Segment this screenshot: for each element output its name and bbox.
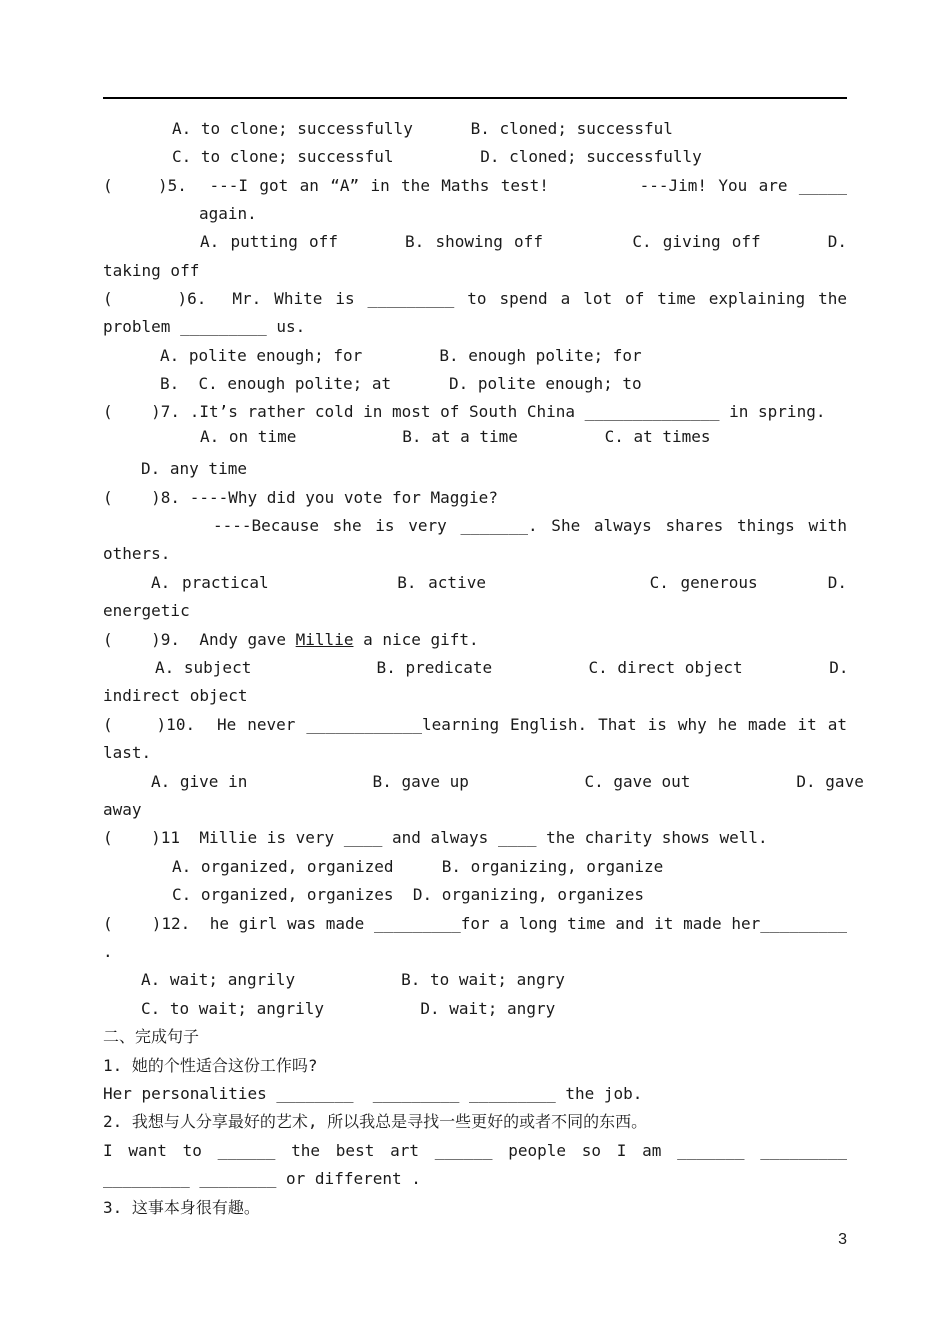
line-text: away (103, 800, 142, 819)
line-text: 二、完成句子 (103, 1027, 200, 1046)
sentence-prompt (103, 1109, 847, 1135)
line-text: A. organized, organized B. organizing, organize (172, 857, 664, 876)
line-text: C. to clone; successful D. cloned; successfully (172, 147, 702, 166)
text-line (103, 314, 847, 340)
text-line (103, 541, 847, 567)
line-text: ( )10. He never ____________learning English. That is why he made it at (103, 715, 847, 734)
section-heading (103, 1024, 847, 1050)
line-text: I want to ______ the best art ______ people so I am _______ _________ (103, 1141, 847, 1160)
line-text: ( )8. ----Why did you vote for Maggie? (103, 488, 498, 507)
options-line (160, 371, 847, 397)
options-line (155, 655, 847, 681)
line-text: again. (199, 204, 257, 223)
line-text: ( )5. ---I got an “A” in the Maths test! ---Jim! You are _____ (103, 176, 847, 195)
text-line (103, 683, 847, 709)
line-text: . (103, 942, 113, 961)
options-line (151, 769, 864, 795)
sentence-blank-line (103, 1081, 847, 1107)
question-line (103, 627, 847, 653)
line-text: A. putting off B. showing off C. giving off D. (200, 232, 847, 251)
line-text: C. organized, organizes D. organizing, organizes (172, 885, 645, 904)
line-text: A. polite enough; for B. enough polite; for (160, 346, 642, 365)
header-rule (103, 97, 847, 99)
underlined-word: Millie (295, 630, 354, 649)
line-text: ( )7. .It’s rather cold in most of South China ______________ in spring. (103, 402, 826, 421)
line-text: 3. 这事本身很有趣。 (103, 1198, 260, 1217)
sentence-prompt (103, 1053, 847, 1079)
sentence-blank-line (103, 1138, 847, 1164)
text-line (103, 740, 847, 766)
options-line (141, 996, 847, 1022)
question-line (103, 825, 847, 851)
line-text: A. subject B. predicate C. direct object D. (155, 658, 849, 677)
question-line (103, 485, 847, 511)
sentence-prompt (103, 1195, 847, 1221)
line-text-after: a nice gift. (353, 630, 479, 649)
line-text: _________ ________ or different . (103, 1169, 421, 1188)
line-text: others. (103, 544, 171, 563)
text-line (103, 939, 847, 965)
text-line (213, 513, 847, 539)
options-line (172, 882, 847, 908)
line-text: C. to wait; angrily D. wait; angry (141, 999, 556, 1018)
line-text: indirect object (103, 686, 248, 705)
line-text: last. (103, 743, 152, 762)
line-text: A. practical B. active C. generous D. (151, 573, 847, 592)
line-text: problem _________ us. (103, 317, 306, 336)
text-line (103, 797, 847, 823)
options-line (141, 456, 847, 482)
question-line (103, 173, 847, 199)
page-number: 3 (838, 1231, 847, 1248)
line-text: energetic (103, 601, 190, 620)
question-line (103, 286, 847, 312)
options-line (200, 229, 847, 255)
line-text: ( )12. he girl was made _________for a long time and it made her_________ (103, 914, 847, 933)
line-text: D. any time (141, 459, 247, 478)
line-text: 2. 我想与人分享最好的艺术, 所以我总是寻找一些更好的或者不同的东西。 (103, 1112, 648, 1131)
line-text: B. C. enough polite; at D. polite enough; to (160, 374, 642, 393)
text-line (103, 258, 847, 284)
line-text: Her personalities ________ _________ _________ the job. (103, 1084, 643, 1103)
options-line (172, 854, 847, 880)
line-text: taking off (103, 261, 200, 280)
sentence-blank-line (103, 1166, 847, 1192)
question-line (103, 712, 847, 738)
options-line (200, 424, 847, 450)
line-text: ( )9. Andy gave (103, 630, 296, 649)
line-text: ( )11 Millie is very ____ and always ____ the charity shows well. (103, 828, 768, 847)
text-line (172, 116, 847, 142)
question-line (103, 399, 847, 425)
line-text: A. on time B. at a time C. at times (200, 427, 711, 446)
line-text: 1. 她的个性适合这份工作吗? (103, 1056, 318, 1075)
line-text: ----Because she is very _______. She always shares things with (213, 516, 847, 535)
line-text: ( )6. Mr. White is _________ to spend a lot of time explaining the (103, 289, 847, 308)
question-line (103, 911, 847, 937)
options-line (160, 343, 847, 369)
text-line (199, 201, 847, 227)
line-text: A. give in B. gave up C. gave out D. gave (151, 772, 864, 791)
text-line (103, 598, 847, 624)
line-text: A. wait; angrily B. to wait; angry (141, 970, 565, 989)
text-line (172, 144, 847, 170)
options-line (151, 570, 847, 596)
options-line (141, 967, 847, 993)
line-text: A. to clone; successfully B. cloned; successful (172, 119, 673, 138)
